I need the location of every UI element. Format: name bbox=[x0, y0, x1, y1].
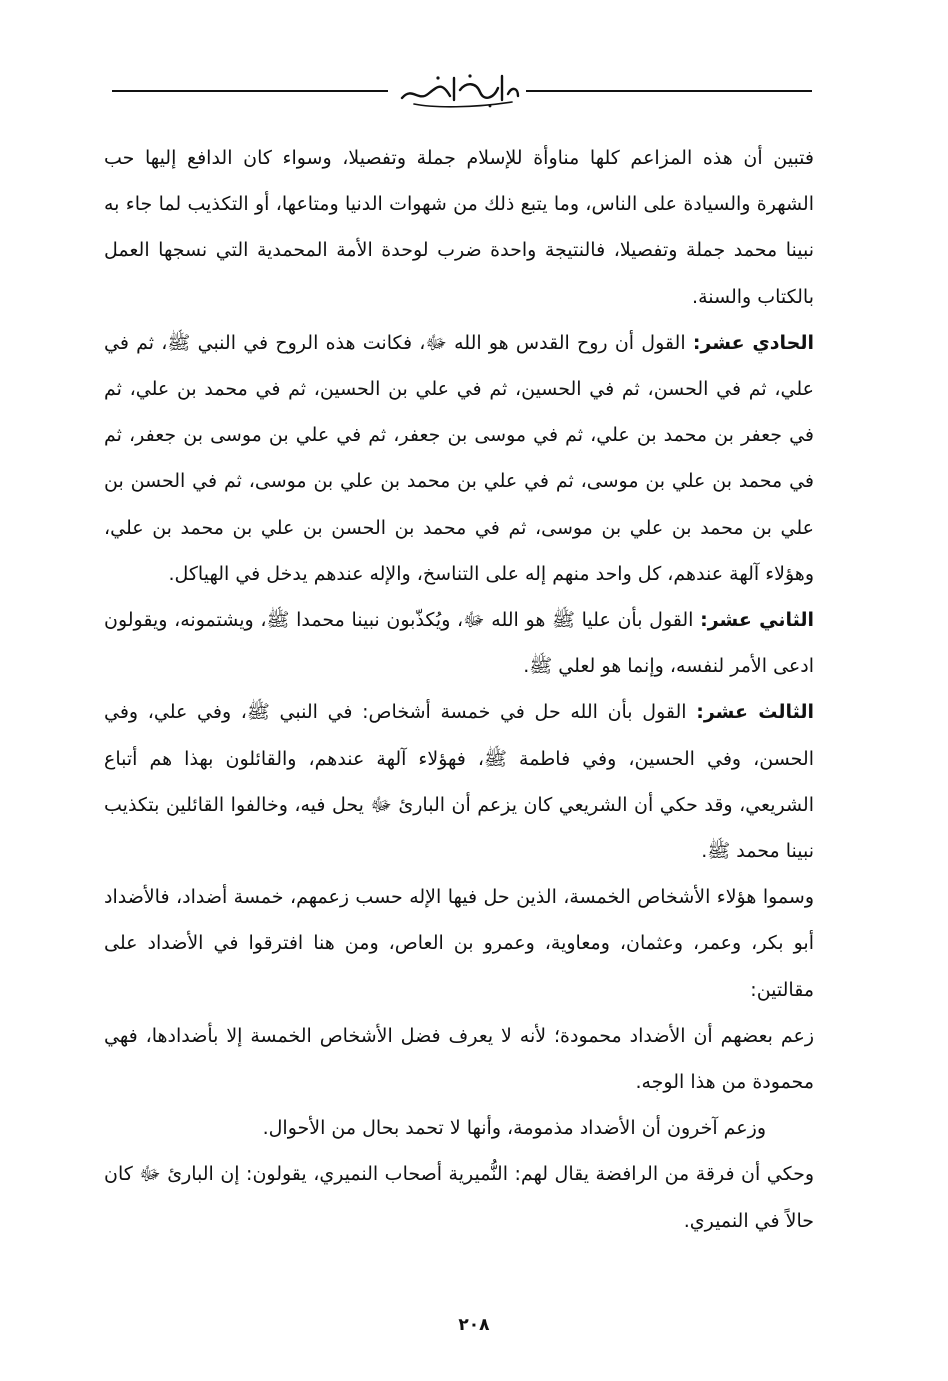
section-heading: الحادي عشر: bbox=[692, 331, 814, 354]
paragraph bbox=[104, 874, 814, 1013]
paragraph-text: القول بأن عليا ﷺ هو الله ﷻ، ويُكذّبون نبينا محمدا ﷺ، ويشتمونه، ويقولون ادعى الأمر لنفسه، وإنما هو لعلي ﷺ. bbox=[104, 609, 814, 678]
paragraph bbox=[104, 1105, 814, 1151]
paragraph bbox=[104, 597, 814, 689]
paragraph bbox=[104, 1013, 814, 1105]
paragraph-text: وزعم آخرون أن الأضداد مذمومة، وأنها لا تحمد بحال من الأحوال. bbox=[262, 1117, 766, 1140]
page-body bbox=[104, 135, 814, 1244]
calligraphy-title-logo-svg bbox=[394, 68, 524, 112]
paragraph-text: فتبين أن هذه المزاعم كلها مناوأة للإسلام جملة وتفصيلا، وسواء كان الدافع إليها حب الشهرة والسيادة على الناس، وما يتبع ذلك من شهوات الدنيا ومتاعها، أو التكذيب لما جاء به نبينا محمد جملة وتفصيلا، فالنتيجة واحدة ضرب لوحدة الأمة المحمدية التي نسجها العمل بالكتاب والسنة. bbox=[104, 147, 814, 308]
paragraph bbox=[104, 689, 814, 874]
page-header bbox=[112, 64, 812, 114]
page-number: ٢٠٨ bbox=[458, 1315, 490, 1335]
paragraph-text: وسموا هؤلاء الأشخاص الخمسة، الذين حل فيها الإله حسب زعمهم، خمسة أضداد، فالأضداد أبو بكر، وعمر، وعثمان، ومعاوية، وعمرو بن العاص، ومن هنا افترقوا في الأضداد على مقالتين: bbox=[104, 886, 814, 1001]
calligraphy-title-logo bbox=[394, 68, 524, 112]
paragraph-text: وحكي أن فرقة من الرافضة يقال لهم: النُّميرية أصحاب النميري، يقولون: إن البارئ ﷻ كان حالاً في النميري. bbox=[104, 1163, 814, 1232]
header-rule-left bbox=[112, 90, 388, 92]
paragraph-text: القول بأن الله حل في خمسة أشخاص: في النبي ﷺ، وفي علي، وفي الحسن، وفي الحسين، وفي فاطمة ﷺ، فهؤلاء آلهة عندهم، والقائلون بهذا هم أتباع الشريعي، وقد حكي أن الشريعي كان يزعم أن البارئ ﷻ يحل فيه، وخالفوا القائلين بتكذيب نبينا محمد ﷺ. bbox=[104, 701, 814, 863]
paragraph bbox=[104, 320, 814, 597]
paragraph-text: القول أن روح القدس هو الله ﷻ، فكانت هذه الروح في النبي ﷺ، ثم في علي، ثم في الحسن، ثم في الحسين، ثم في علي بن الحسين، ثم في محمد بن علي، ثم في جعفر بن محمد بن علي، ثم في موسى بن جعفر، ثم في علي بن موسى بن جعفر، ثم في محمد بن علي بن موسى، ثم في علي بن محمد بن علي بن موسى، ثم في الحسن بن علي بن محمد بن علي بن موسى، ثم في محمد بن الحسن بن علي بن محمد بن علي، وهؤلاء آلهة عندهم، كل واحد منهم إله على التناسخ، والإله عندهم يدخل في الهياكل. bbox=[104, 331, 814, 585]
section-heading: الثاني عشر: bbox=[700, 609, 814, 632]
paragraph bbox=[104, 1151, 814, 1243]
paragraph-text: زعم بعضهم أن الأضداد محمودة؛ لأنه لا يعرف فضل الأشخاص الخمسة إلا بأضدادها، فهي محمودة من هذا الوجه. bbox=[104, 1024, 814, 1094]
section-heading: الثالث عشر: bbox=[696, 701, 814, 724]
paragraph bbox=[104, 135, 814, 320]
header-rule-right bbox=[526, 90, 812, 92]
